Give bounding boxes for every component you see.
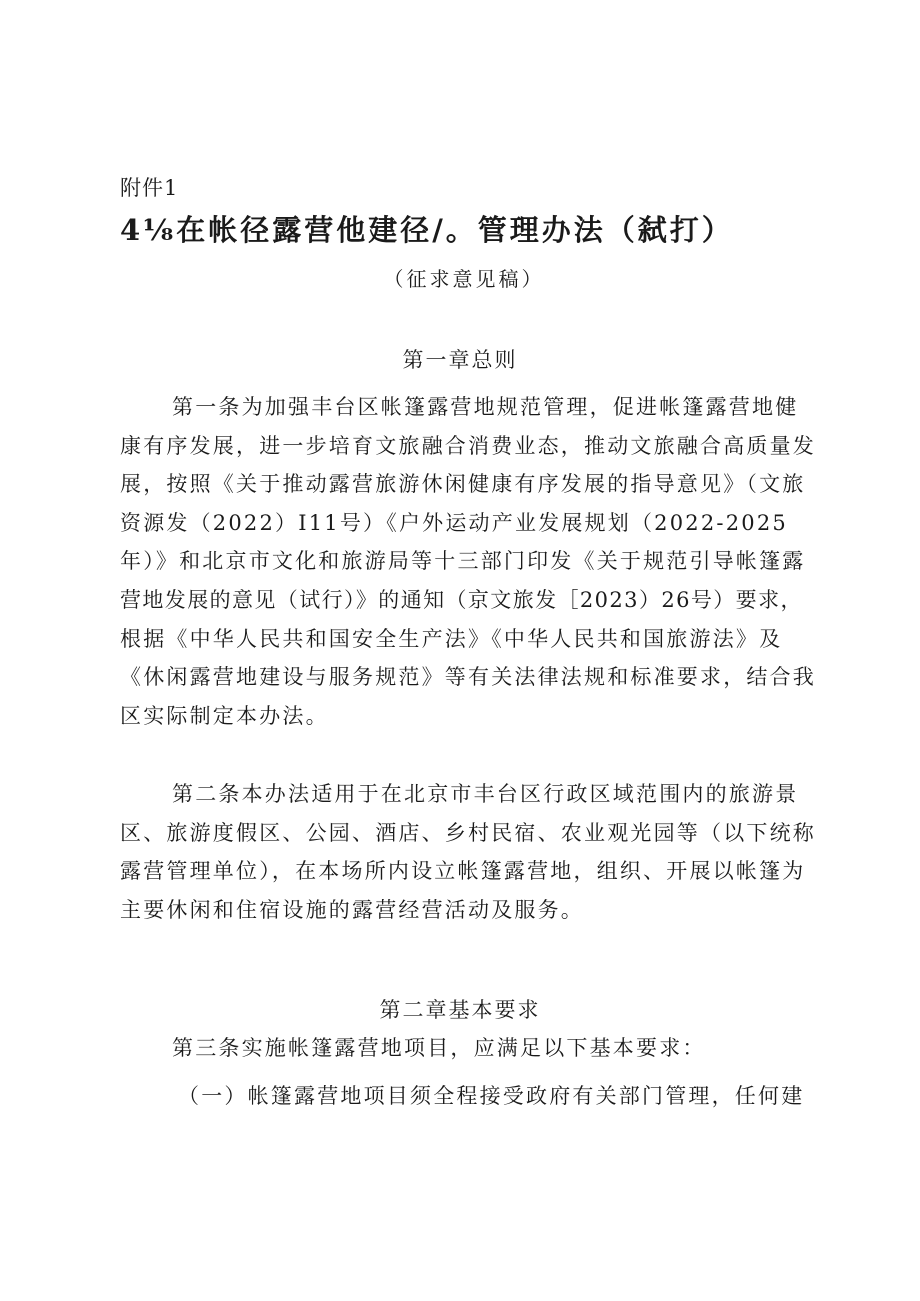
article-2-line: 主要休闲和住宿设施的露营经营活动及服务。 <box>120 897 584 922</box>
article-3-line: 第三条实施帐篷露营地项目，应满足以下基本要求： <box>172 1036 706 1060</box>
item-1-line: （一）帐篷露营地项目须全程接受政府有关部门管理，任何建 <box>178 1084 805 1108</box>
document-title: 4⅛在帐径露营他建径/。管理办法（弑打） <box>120 213 734 247</box>
article-1-line: 《休闲露营地建设与服务规范》等有关法律法规和标准要求，结合我 <box>120 665 816 690</box>
article-2-paragraph <box>120 775 816 929</box>
chapter-2-heading: 第二章基本要求 <box>379 998 541 1022</box>
article-1-line: 营地发展的意见（试行）》的通知（京文旅发［2023）26号）要求， <box>120 587 803 612</box>
chapter-1-heading: 第一章总则 <box>402 348 518 372</box>
article-1-line: 资源发（2022）I11号）《户外运动产业发展规划（2022-2025 <box>120 510 788 535</box>
attachment-label: 附件1 <box>120 176 179 200</box>
article-2-line: 露营管理单位），在本场所内设立帐篷露营地，组织、开展以帐篷为 <box>120 859 806 884</box>
article-1-paragraph <box>120 388 816 735</box>
article-3-item-1 <box>120 1077 810 1116</box>
article-1-line: 年）》和北京市文化和旅游局等十三部门印发《关于规范引导帐篷露 <box>120 549 806 574</box>
article-2-line: 第二条本办法适用于在北京市丰台区行政区域范围内的旅游景 <box>172 782 799 806</box>
article-1-line: 第一条为加强丰台区帐篷露营地规范管理，促进帐篷露营地健 <box>172 395 799 419</box>
document-subtitle: （征求意见稿） <box>383 267 545 291</box>
article-3-paragraph <box>120 1029 810 1068</box>
article-1-line: 根据《中华人民共和国安全生产法》《中华人民共和国旅游法》及 <box>120 626 783 651</box>
article-2-line: 区、旅游度假区、公园、酒店、乡村民宿、农业观光园等（以下统称 <box>120 820 816 845</box>
article-1-line: 区实际制定本办法。 <box>120 703 329 728</box>
article-1-line: 展，按照《关于推动露营旅游休闲健康有序发展的指导意见》（文旅 <box>120 472 806 497</box>
article-1-line: 康有序发展，进一步培育文旅融合消费业态，推动文旅融合高质量发 <box>120 433 816 458</box>
